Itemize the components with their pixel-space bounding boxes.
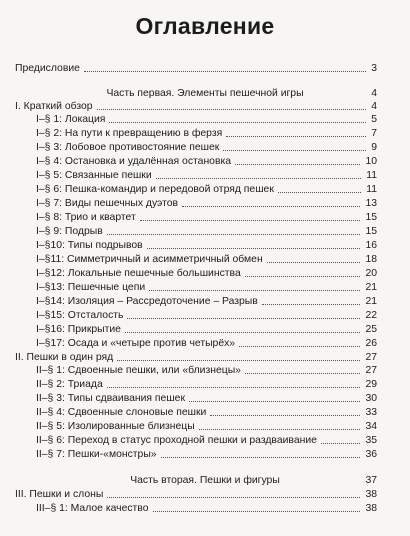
toc-entry[interactable] bbox=[0, 392, 410, 406]
toc-entry-label: I–§14: Изоляция – Рассредоточение – Разрыв bbox=[36, 296, 258, 307]
dot-leader bbox=[117, 360, 360, 361]
toc-entry[interactable] bbox=[0, 434, 410, 448]
toc-entry[interactable] bbox=[0, 295, 410, 309]
toc-entry-label: II–§ 4: Сдвоенные слоновые пешки bbox=[36, 407, 207, 418]
toc-page-number: 10 bbox=[365, 156, 377, 167]
toc-page-number: 27 bbox=[365, 352, 377, 363]
toc-entry-label: III–§ 1: Малое качество bbox=[36, 503, 149, 514]
toc-entry[interactable] bbox=[0, 488, 410, 502]
dot-leader bbox=[199, 429, 360, 430]
toc-entry-label: I–§ 8: Трио и квартет bbox=[36, 212, 136, 223]
toc-entry[interactable] bbox=[0, 267, 410, 281]
toc-page-number: 29 bbox=[365, 379, 377, 390]
toc-page-number: 38 bbox=[365, 489, 377, 500]
toc-entry-label: II–§ 7: Пешки-«монстры» bbox=[36, 449, 157, 460]
toc-entry-label: I–§12: Локальные пешечные большинства bbox=[36, 268, 241, 279]
toc-entry[interactable] bbox=[0, 502, 410, 516]
toc-page-number: 15 bbox=[365, 212, 377, 223]
toc-page-number: 36 bbox=[365, 449, 377, 460]
dot-leader bbox=[125, 332, 360, 333]
dot-leader bbox=[245, 276, 360, 277]
dot-leader bbox=[239, 346, 360, 347]
toc-page-number: 3 bbox=[371, 63, 377, 74]
toc-page-number: 7 bbox=[371, 128, 377, 139]
toc-entry[interactable] bbox=[0, 211, 410, 225]
toc-entry[interactable] bbox=[0, 474, 410, 488]
toc-page-number: 37 bbox=[365, 475, 377, 486]
toc-page-number: 27 bbox=[365, 365, 377, 376]
toc-entry[interactable] bbox=[0, 239, 410, 253]
toc-page-number: 34 bbox=[365, 421, 377, 432]
toc-entry-label: II–§ 5: Изолированные близнецы bbox=[36, 421, 195, 432]
dot-leader bbox=[97, 109, 366, 110]
toc-entry[interactable] bbox=[0, 351, 410, 365]
toc-page-number: 38 bbox=[365, 503, 377, 514]
toc-page-number: 5 bbox=[371, 114, 377, 125]
toc-entry-label: II–§ 2: Триада bbox=[36, 379, 103, 390]
toc-entry-label: I–§16: Прикрытие bbox=[36, 324, 121, 335]
toc-page-number: 4 bbox=[371, 101, 377, 112]
toc-entry-label: I. Краткий обзор bbox=[15, 101, 93, 112]
dot-leader bbox=[109, 122, 366, 123]
dot-leader bbox=[262, 304, 360, 305]
toc-entry[interactable] bbox=[0, 113, 410, 127]
toc-page-number: 16 bbox=[365, 240, 377, 251]
toc-page-number: 22 bbox=[365, 310, 377, 321]
toc-page-number: 35 bbox=[365, 435, 377, 446]
toc-entry-label: II. Пешки в один ряд bbox=[15, 352, 114, 363]
dot-leader bbox=[223, 150, 366, 151]
toc-entry[interactable] bbox=[0, 155, 410, 169]
toc-entry-label: Предисловие bbox=[15, 63, 80, 74]
toc-page-number: 30 bbox=[365, 393, 377, 404]
dot-leader bbox=[127, 318, 360, 319]
dot-leader bbox=[107, 497, 360, 498]
toc-entry-label: II–§ 6: Переход в статус проходной пешки и раздваивание bbox=[36, 435, 317, 446]
toc-entry[interactable] bbox=[0, 100, 410, 114]
toc-entry-label: I–§ 7: Виды пешечных дуэтов bbox=[36, 198, 179, 209]
toc-entry-label: I–§15: Отсталость bbox=[36, 310, 124, 321]
toc-entry-label: Часть вторая. Пешки и фигуры bbox=[130, 475, 280, 486]
toc-page-number: 18 bbox=[365, 254, 377, 265]
toc-entry[interactable] bbox=[0, 197, 410, 211]
dot-leader bbox=[182, 206, 360, 207]
dot-leader bbox=[226, 136, 366, 137]
toc-entry[interactable] bbox=[0, 253, 410, 267]
toc-entry[interactable] bbox=[0, 225, 410, 239]
toc-entry-label: II–§ 1: Сдвоенные пешки, или «близнецы» bbox=[36, 365, 241, 376]
toc-entry[interactable] bbox=[0, 183, 410, 197]
toc-entry-label: Часть первая. Элементы пешечной игры bbox=[106, 88, 304, 99]
toc-page-number: 20 bbox=[365, 268, 377, 279]
toc-entry[interactable] bbox=[0, 141, 410, 155]
toc-page-number: 26 bbox=[365, 338, 377, 349]
toc-entry[interactable] bbox=[0, 406, 410, 420]
toc-entry[interactable] bbox=[0, 281, 410, 295]
toc-entry-label: I–§ 4: Остановка и удалённая остановка bbox=[36, 156, 232, 167]
toc-entry[interactable] bbox=[0, 420, 410, 434]
toc-entry[interactable] bbox=[0, 323, 410, 337]
dot-leader bbox=[210, 415, 360, 416]
toc-page-number: 4 bbox=[371, 88, 377, 99]
toc-page-number: 25 bbox=[365, 324, 377, 335]
dot-leader bbox=[267, 262, 360, 263]
dot-leader bbox=[189, 401, 360, 402]
toc-entry-label: I–§13: Пешечные цепи bbox=[36, 282, 146, 293]
toc-page-number: 21 bbox=[365, 296, 377, 307]
toc-entry[interactable] bbox=[0, 62, 410, 76]
dot-leader bbox=[84, 71, 366, 72]
toc-entry-label: III. Пешки и слоны bbox=[15, 489, 104, 500]
dot-leader bbox=[321, 443, 360, 444]
toc-entry[interactable] bbox=[0, 127, 410, 141]
toc-entry-label: I–§ 3: Лобовое противостояние пешек bbox=[36, 142, 220, 153]
page-title: Оглавление bbox=[135, 13, 275, 39]
dot-leader bbox=[161, 457, 360, 458]
toc-entry-label: I–§ 5: Связанные пешки bbox=[36, 170, 152, 181]
toc-page-number: 21 bbox=[365, 282, 377, 293]
toc-entry[interactable] bbox=[0, 448, 410, 462]
toc-page-number: 15 bbox=[365, 226, 377, 237]
dot-leader bbox=[245, 373, 360, 374]
toc-entry[interactable] bbox=[0, 309, 410, 323]
dot-leader bbox=[147, 248, 360, 249]
dot-leader bbox=[149, 290, 360, 291]
dot-leader bbox=[235, 164, 360, 165]
toc-entry-label: I–§ 2: На пути к превращению в ферзя bbox=[36, 128, 223, 139]
dot-leader bbox=[107, 234, 360, 235]
toc-page-number: 11 bbox=[366, 184, 377, 195]
toc-entry[interactable] bbox=[0, 169, 410, 183]
dot-leader bbox=[278, 192, 361, 193]
toc-entry-label: I–§10: Типы подрывов bbox=[36, 240, 143, 251]
toc-entry-label: I–§17: Осада и «четыре против четырёх» bbox=[36, 338, 236, 349]
toc-entry[interactable] bbox=[0, 337, 410, 351]
toc-entry-label: I–§11: Симметричный и асимметричный обмен bbox=[36, 254, 263, 265]
toc-entry-label: I–§ 6: Пешка-командир и передовой отряд пешек bbox=[36, 184, 274, 195]
dot-leader bbox=[153, 511, 360, 512]
dot-leader bbox=[107, 387, 360, 388]
dot-leader bbox=[156, 178, 361, 179]
toc-page-number: 33 bbox=[365, 407, 377, 418]
toc-entry-label: I–§ 9: Подрыв bbox=[36, 226, 103, 237]
toc-page-number: 9 bbox=[371, 142, 377, 153]
toc-entry-label: II–§ 3: Типы сдваивания пешек bbox=[36, 393, 185, 404]
toc-entry[interactable] bbox=[0, 378, 410, 392]
toc-entry-label: I–§ 1: Локация bbox=[36, 114, 106, 125]
toc-page-number: 11 bbox=[366, 170, 377, 181]
toc-entry[interactable] bbox=[0, 364, 410, 378]
toc-entry[interactable] bbox=[0, 87, 410, 101]
toc-page-number: 13 bbox=[365, 198, 377, 209]
dot-leader bbox=[140, 220, 360, 221]
